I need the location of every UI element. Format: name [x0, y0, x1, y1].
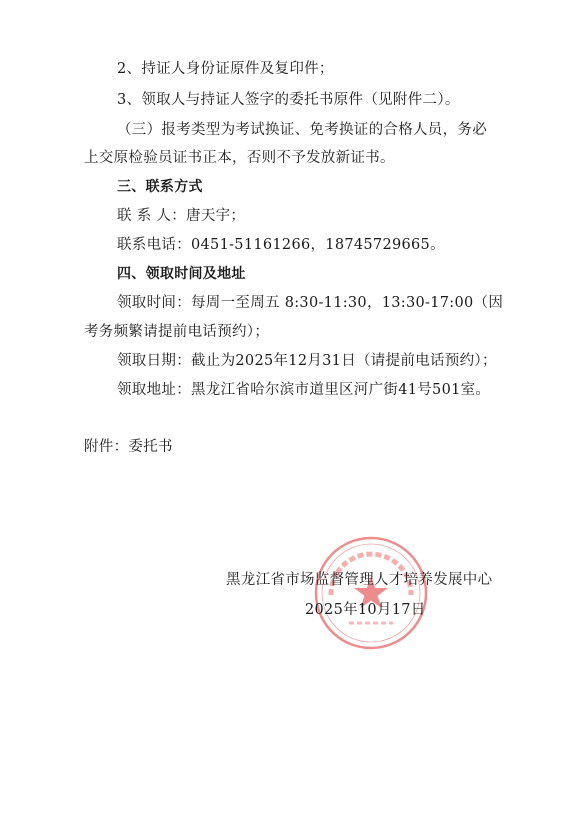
list-item-authorization-letter: 3、领取人与持证人签字的委托书原件（见附件二）。: [117, 92, 460, 108]
section-heading-pickup: 四、领取时间及地址: [117, 266, 246, 282]
paragraph-renewal-line-1: （三）报考类型为考试换证、免考换证的合格人员，务必: [117, 122, 487, 138]
official-seal-icon: [313, 535, 429, 651]
attachment-note: 附件：委托书: [84, 439, 173, 455]
list-item-id-copies: 2、持证人身份证原件及复印件；: [117, 61, 334, 77]
signature-organization: 黑龙江省市场监督管理人才培养发展中心: [226, 572, 493, 588]
contact-phone: 联系电话：0451-51161266，18745729665。: [117, 237, 445, 253]
pickup-address: 领取地址：黑龙江省哈尔滨市道里区河广街41号501室。: [117, 382, 491, 398]
paragraph-renewal-line-2: 上交原检验员证书正本，否则不予发放新证书。: [84, 150, 395, 166]
section-heading-contact: 三、联系方式: [117, 179, 203, 195]
pickup-time-line-1: 领取时间：每周一至周五 8:30-11:30，13:30-17:00（因: [117, 295, 504, 311]
signature-date: 2025年10月17日: [305, 602, 426, 618]
pickup-date: 领取日期：截止为2025年12月31日（请提前电话预约）；: [117, 353, 497, 369]
contact-person: 联 系 人：唐天宇；: [117, 208, 246, 224]
pickup-time-line-2: 考务频繁请提前电话预约）；: [84, 324, 270, 340]
